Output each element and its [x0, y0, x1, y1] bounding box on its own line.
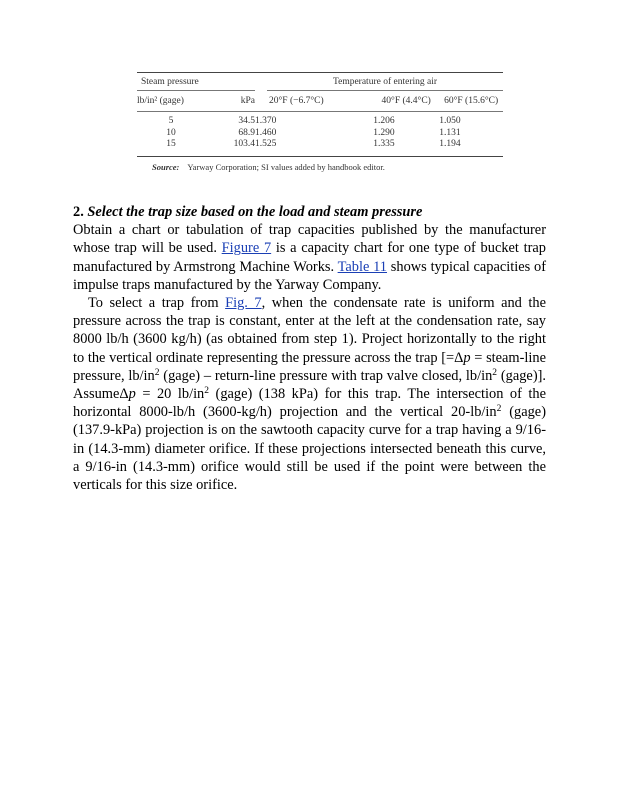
col-header-20f: 20°F (−6.7°C)	[255, 91, 373, 112]
table-row	[137, 139, 503, 151]
para2-text-8: (gage) (137.9-kPa) projection is on the sawtooth capacity curve for a trap having a 9/16-in (14.3-mm) diameter orifice. If these projections intersected beneath this curve, a 9/16-in (14.3-mm) orifice would still be used if the point were between the verticals for this size orifice.	[73, 404, 546, 494]
table-row	[137, 112, 503, 128]
para2-text-2: , when the condensate rate is uniform and the pressure across the trap is constant, enter at the left at the condensation rate, say 8000 lb/h (3600 kg/h) (as obtained from step 1). Project horizontally to the right to the vertical ordinate representing the pressure across the trap [=Δ	[73, 295, 546, 366]
cell-psig: 15	[166, 139, 176, 149]
table-column-header-row	[137, 91, 503, 112]
source-label: Source:	[152, 161, 180, 172]
delta-p-variable: p	[128, 386, 136, 403]
table-bottom-rule	[137, 156, 503, 157]
para2-text-1: To select a trap from	[88, 295, 226, 312]
para1-text-3: shows typical capacities of impulse traps manufactured by the Yarway Company.	[73, 258, 547, 293]
cell-60f: 1.194	[439, 139, 461, 149]
cell-20f: 1.460	[255, 127, 277, 138]
superscript-2: 2	[492, 367, 498, 378]
table-row	[137, 128, 503, 140]
source-text: Yarway Corporation; SI values added by handbook editor.	[187, 161, 385, 172]
cell-kpa: 34.5	[238, 116, 255, 126]
cell-20f: 1.525	[255, 139, 277, 149]
para2-text-4: (gage) – return-line pressure with trap valve closed, lb/in	[159, 367, 493, 384]
cell-40f: 1.335	[373, 139, 395, 149]
cell-60f: 1.050	[439, 116, 461, 126]
step-title: Select the trap size based on the load and steam pressure	[87, 204, 423, 220]
cell-kpa: 68.9	[238, 127, 255, 138]
para2-text-6: = 20 lb/in	[135, 386, 205, 403]
body-text	[73, 203, 546, 494]
col-header-40f: 40°F (4.4°C)	[373, 91, 439, 112]
cell-60f: 1.131	[439, 127, 461, 138]
table-11-link[interactable]: Table 11	[337, 258, 388, 275]
step-number: 2.	[73, 204, 84, 220]
fig-7-link[interactable]: Fig. 7	[225, 295, 262, 312]
table-source-note	[137, 162, 503, 172]
entering-air-temperature-header: Temperature of entering air	[267, 73, 503, 91]
paragraph-trap-selection	[73, 294, 546, 494]
cell-20f: 1.370	[255, 116, 277, 126]
col-header-60f: 60°F (15.6°C)	[439, 91, 503, 112]
cell-psig: 10	[166, 127, 176, 138]
yarway-capacity-table	[137, 72, 503, 172]
para2-text-3: = steam-line pressure, lb/in	[73, 349, 547, 384]
col-header-kpa: kPa	[205, 91, 255, 112]
cell-kpa: 103.4	[233, 139, 255, 149]
header-gap	[255, 73, 267, 91]
superscript-2: 2	[154, 367, 160, 378]
step-heading	[73, 203, 546, 221]
col-header-psig: lb/in² (gage)	[137, 91, 205, 112]
superscript-2: 2	[496, 404, 502, 415]
cell-40f: 1.206	[373, 116, 395, 126]
figure-7-link[interactable]: Figure 7	[221, 240, 272, 257]
cell-psig: 5	[168, 116, 174, 126]
capacity-factor-table	[137, 72, 503, 151]
cell-40f: 1.290	[373, 127, 395, 138]
paragraph-trap-capacity-sources	[73, 221, 546, 294]
table-group-header-row	[137, 73, 503, 91]
para1-text-1: Obtain a chart or tabulation of trap capacities published by the manufacturer whose trap will be used.	[73, 222, 546, 257]
steam-pressure-header: Steam pressure	[137, 73, 255, 91]
para1-text-2: is a capacity chart for one type of bucket trap manufactured by Armstrong Machine Works.	[73, 240, 546, 275]
para2-text-7: (gage) (138 kPa) for this trap. The intersection of the horizontal 8000-lb/h (3600-kg/h) projection and the vertical 20-lb/in	[73, 386, 547, 421]
para2-text-5: (gage)]. AssumeΔ	[73, 367, 546, 403]
delta-p-variable: p	[463, 349, 471, 366]
superscript-2: 2	[204, 386, 210, 397]
